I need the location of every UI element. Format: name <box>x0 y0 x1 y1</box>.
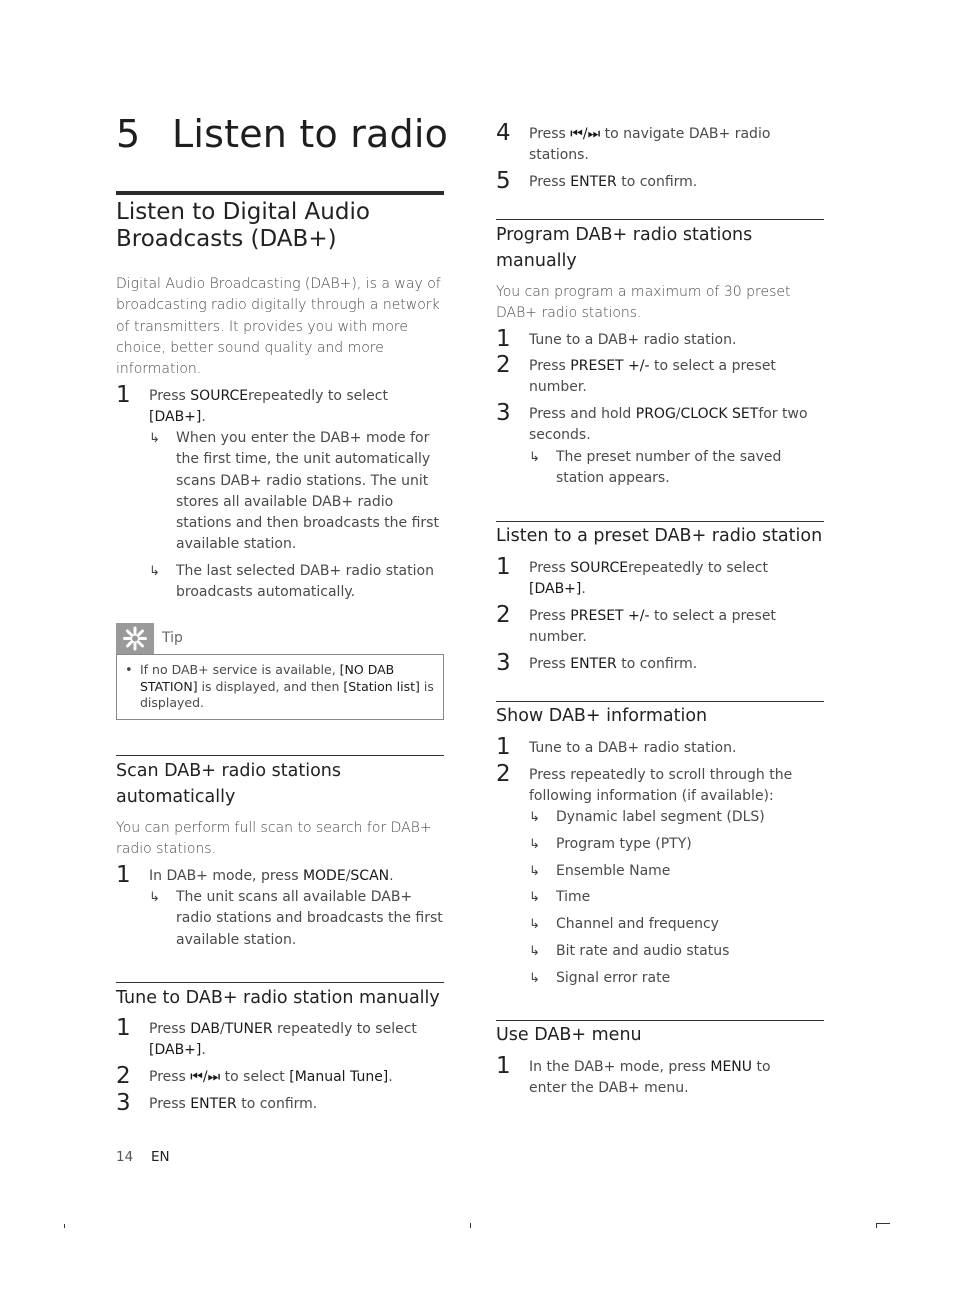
menu-step-1: 1 In the DAB+ mode, press MENU to enter the DAB+ menu. <box>496 1053 771 1097</box>
key-source: SOURCE <box>570 560 629 576</box>
prev-next-icon: ⏮/⏭ <box>570 126 601 142</box>
step-number: 1 <box>496 326 511 352</box>
intro-result-1: ↳ When you enter the DAB+ mode for the first time, the unit automatically scans DAB+ radio stations. The unit stores all available DAB+ radio stations and then broadcasts the first available station. <box>149 430 439 553</box>
program-paragraph: You can program a maximum of 30 preset DAB+ radio stations. <box>496 284 791 322</box>
info-item: ↳ Ensemble Name <box>529 861 824 883</box>
section-heading-program: Program DAB+ radio stations manually <box>496 225 753 271</box>
section-divider <box>496 219 824 220</box>
prev-next-icon: ⏮/⏭ <box>190 1069 221 1085</box>
program-step-3: 3 Press and hold PROG/CLOCK SETfor two seconds. <box>496 400 808 444</box>
program-result-1: ↳ The preset number of the saved station appears. <box>529 449 782 487</box>
key-source: SOURCE <box>190 388 249 404</box>
tip-header <box>116 623 444 654</box>
step-number: 1 <box>496 1053 511 1079</box>
key-preset: PRESET +/- <box>570 608 650 624</box>
program-step-1: 1 Tune to a DAB+ radio station. <box>496 326 737 352</box>
section-heading-preset: Listen to a preset DAB+ radio station <box>496 526 823 546</box>
step-number: 1 <box>116 862 131 888</box>
step-number: 2 <box>496 352 511 378</box>
step-number: 3 <box>116 1090 131 1116</box>
section-heading-tune: Tune to DAB+ radio station manually <box>116 988 440 1008</box>
result-arrow-icon: ↳ <box>529 450 540 465</box>
step-number: 3 <box>496 650 511 676</box>
step-number: 5 <box>496 168 511 194</box>
value-dab: [DAB+] <box>149 409 202 426</box>
step-number: 1 <box>496 734 511 760</box>
tip-text: If no DAB+ service is available, [NO DAB STATION] is displayed, and then [Station list] is displayed. <box>140 662 434 710</box>
tune-step-2: 2 Press ⏮/⏭ to select [Manual Tune]. <box>116 1063 393 1089</box>
result-arrow-icon: ↳ <box>149 431 160 446</box>
result-arrow-icon: ↳ <box>529 971 540 986</box>
chapter-number: 5 <box>116 112 141 156</box>
section-heading-info: Show DAB+ information <box>496 706 708 726</box>
result-arrow-icon: ↳ <box>529 810 540 825</box>
section-divider <box>116 191 444 195</box>
step-number: 2 <box>496 761 511 787</box>
page-number: 14 <box>116 1149 134 1165</box>
result-arrow-icon: ↳ <box>529 944 540 959</box>
step-number: 1 <box>116 382 131 408</box>
info-step-1: 1 Tune to a DAB+ radio station. <box>496 734 737 760</box>
language-code: EN <box>151 1149 170 1165</box>
info-item: ↳ Program type (PTY) <box>529 834 824 856</box>
key-enter: ENTER <box>570 174 617 190</box>
tip-bullet: • <box>125 663 133 678</box>
info-item: ↳ Dynamic label segment (DLS) <box>529 807 824 829</box>
key-mode: MODE <box>302 868 346 884</box>
info-item: ↳ Time <box>529 887 824 909</box>
intro-paragraph: Digital Audio Broadcasting (DAB+), is a way of broadcasting radio digitally through a network of transmitters. It provides you with more choice, better sound quality and more information. <box>116 276 441 378</box>
scan-result-1: ↳ The unit scans all available DAB+ radio stations and broadcasts the first available station. <box>149 889 443 948</box>
chapter-title <box>116 112 448 156</box>
key-tuner: TUNER <box>224 1021 273 1037</box>
result-arrow-icon: ↳ <box>529 917 540 932</box>
step-number: 2 <box>116 1063 131 1089</box>
step-number: 1 <box>496 554 511 580</box>
tip-body <box>116 654 444 720</box>
crop-mark <box>876 1223 877 1228</box>
key-enter: ENTER <box>570 656 617 672</box>
key-enter: ENTER <box>190 1096 237 1112</box>
info-item: ↳ Bit rate and audio status <box>529 941 824 963</box>
tune-step-1: 1 Press DAB/TUNER repeatedly to select [DAB+]. <box>116 1015 417 1059</box>
key-preset: PRESET +/- <box>570 358 650 374</box>
tip-label: Tip <box>162 630 183 646</box>
key-dab: DAB <box>190 1021 221 1037</box>
section-heading-menu: Use DAB+ menu <box>496 1025 642 1045</box>
tip-icon <box>116 623 154 654</box>
scan-step-1: 1 In DAB+ mode, press MODE/SCAN. <box>116 862 394 888</box>
tune-step-4: 4 Press ⏮/⏭ to navigate DAB+ radio stations. <box>496 120 771 164</box>
program-step-2: 2 Press PRESET +/- to select a preset number. <box>496 352 776 396</box>
result-arrow-icon: ↳ <box>529 864 540 879</box>
step-number: 4 <box>496 120 511 146</box>
section-divider <box>116 755 444 756</box>
crop-mark <box>876 1223 890 1224</box>
intro-result-2: ↳ The last selected DAB+ radio station broadcasts automatically. <box>149 563 434 601</box>
result-arrow-icon: ↳ <box>149 564 160 579</box>
step-number: 3 <box>496 400 511 426</box>
section-heading-dab: Listen to Digital Audio Broadcasts (DAB+) <box>116 199 370 252</box>
info-step-2: 2 Press repeatedly to scroll through the following information (if available): <box>496 761 793 805</box>
step-number: 1 <box>116 1015 131 1041</box>
result-arrow-icon: ↳ <box>529 837 540 852</box>
tune-step-3: 3 Press ENTER to confirm. <box>116 1090 318 1116</box>
intro-step-1: 1 Press SOURCErepeatedly to select [DAB+]. <box>116 382 388 426</box>
scan-paragraph: You can perform full scan to search for DAB+ radio stations. <box>116 820 432 858</box>
key-scan: SCAN <box>350 868 390 884</box>
step-number: 2 <box>496 602 511 628</box>
info-item: ↳ Signal error rate <box>529 968 824 990</box>
result-arrow-icon: ↳ <box>529 890 540 905</box>
key-prog: PROG <box>635 406 676 422</box>
section-divider <box>496 521 824 522</box>
tune-step-5: 5 Press ENTER to confirm. <box>496 168 698 194</box>
result-arrow-icon: ↳ <box>149 890 160 905</box>
info-item: ↳ Channel and frequency <box>529 914 824 936</box>
section-divider <box>496 701 824 702</box>
tip-box <box>116 623 444 719</box>
crop-mark <box>470 1223 471 1228</box>
section-divider <box>496 1020 824 1021</box>
crop-mark <box>64 1224 65 1228</box>
preset-step-2: 2 Press PRESET +/- to select a preset number. <box>496 602 776 646</box>
key-menu: MENU <box>710 1059 753 1075</box>
chapter-title-text: Listen to radio <box>172 112 449 156</box>
section-heading-scan: Scan DAB+ radio stations automatically <box>116 761 341 807</box>
preset-step-1: 1 Press SOURCErepeatedly to select [DAB+]. <box>496 554 768 598</box>
preset-step-3: 3 Press ENTER to confirm. <box>496 650 698 676</box>
section-divider <box>116 982 444 983</box>
key-clock-set: CLOCK SET <box>680 406 759 422</box>
